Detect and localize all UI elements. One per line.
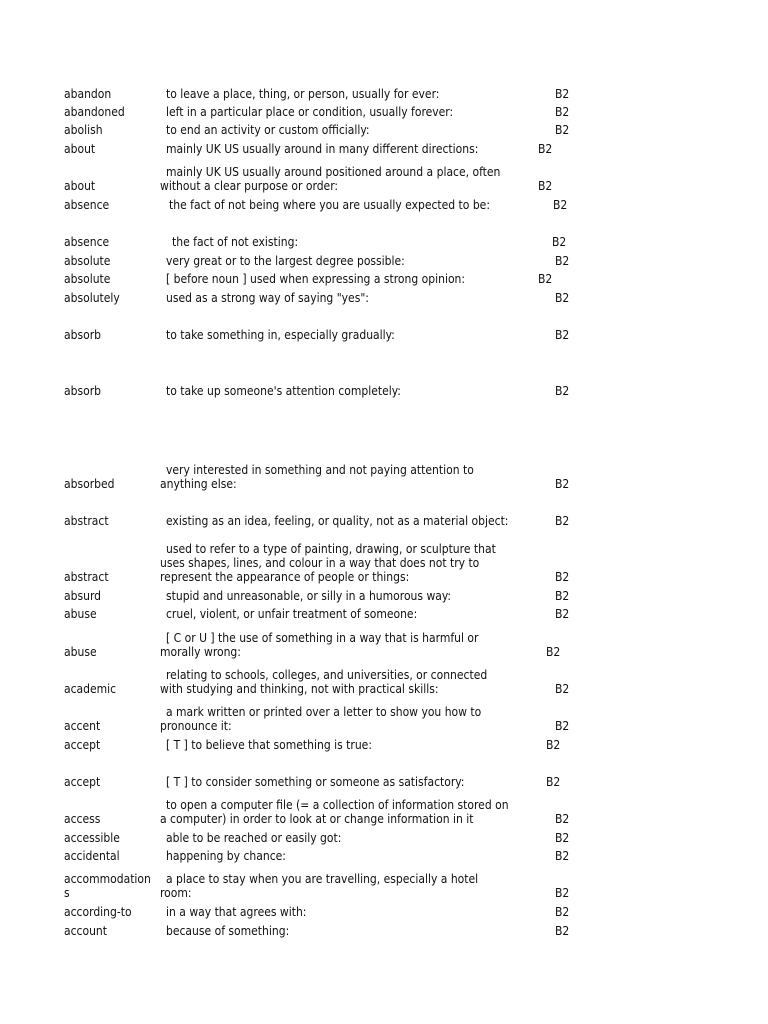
level-badge: B2 (555, 905, 570, 919)
level-badge: B2 (546, 738, 561, 752)
headword: absence (64, 235, 110, 249)
definition-line: very interested in something and not paying attention to (166, 463, 474, 477)
definition-line: mainly UK US usually around positioned around a place, often (166, 165, 501, 179)
definition-line: [ T ] to believe that something is true: (166, 738, 372, 752)
level-badge: B2 (538, 272, 553, 286)
level-badge: B2 (555, 384, 570, 398)
level-badge: B2 (538, 142, 553, 156)
headword: absolutely (64, 291, 120, 305)
definition-line: mainly UK US usually around in many different directions: (166, 142, 479, 156)
headword: accent (64, 719, 101, 733)
level-badge: B2 (555, 812, 570, 826)
level-badge: B2 (546, 645, 561, 659)
headword: accept (64, 738, 101, 752)
definition-line: used to refer to a type of painting, drawing, or sculpture that (166, 542, 496, 556)
headword: according-to (64, 905, 132, 919)
headword: abstract (64, 514, 109, 528)
definition-line: pronounce it: (160, 719, 232, 733)
definition-line: [ before noun ] used when expressing a strong opinion: (166, 272, 466, 286)
definition-line: room: (160, 886, 192, 900)
level-badge: B2 (555, 570, 570, 584)
definition-line: the fact of not being where you are usually expected to be: (169, 198, 490, 212)
definition-line: anything else: (160, 477, 237, 491)
headword: about (64, 142, 96, 156)
level-badge: B2 (555, 105, 570, 119)
level-badge: B2 (555, 849, 570, 863)
definition-line: to open a computer file (= a collection of information stored on (166, 798, 509, 812)
definition-line: [ T ] to consider something or someone as satisfactory: (166, 775, 465, 789)
headword: s (64, 886, 70, 900)
level-badge: B2 (555, 477, 570, 491)
definition-line: cruel, violent, or unfair treatment of someone: (166, 607, 418, 621)
definition-line: used as a strong way of saying "yes": (166, 291, 369, 305)
headword: accessible (64, 831, 120, 845)
headword: abuse (64, 645, 97, 659)
headword: absorb (64, 328, 101, 342)
level-badge: B2 (553, 198, 568, 212)
definition-line: represent the appearance of people or things: (160, 570, 410, 584)
definition-line: happening by chance: (166, 849, 286, 863)
headword: abandoned (64, 105, 125, 119)
definition-line: a computer) in order to look at or change information in it (160, 812, 474, 826)
headword: accept (64, 775, 101, 789)
level-badge: B2 (555, 514, 570, 528)
headword: academic (64, 682, 117, 696)
definition-line: uses shapes, lines, and colour in a way that does not try to (160, 556, 480, 570)
headword: about (64, 179, 96, 193)
level-badge: B2 (555, 682, 570, 696)
definition-line: with studying and thinking, not with practical skills: (160, 682, 439, 696)
definition-line: existing as an idea, feeling, or quality, not as a material object: (166, 514, 509, 528)
level-badge: B2 (538, 179, 553, 193)
level-badge: B2 (555, 328, 570, 342)
level-badge: B2 (552, 235, 567, 249)
level-badge: B2 (555, 607, 570, 621)
level-badge: B2 (555, 87, 570, 101)
definition-line: a place to stay when you are travelling, especially a hotel (166, 872, 479, 886)
level-badge: B2 (555, 254, 570, 268)
headword: abuse (64, 607, 97, 621)
definition-line: because of something: (166, 924, 290, 938)
level-badge: B2 (555, 291, 570, 305)
headword: abandon (64, 87, 112, 101)
headword: accommodation (64, 872, 151, 886)
definition-line: without a clear purpose or order: (160, 179, 339, 193)
headword: absorbed (64, 477, 115, 491)
definition-line: the fact of not existing: (172, 235, 299, 249)
level-badge: B2 (555, 719, 570, 733)
headword: access (64, 812, 101, 826)
level-badge: B2 (555, 123, 570, 137)
definition-line: to take up someone's attention completely: (166, 384, 401, 398)
definition-line: very great or to the largest degree possible: (166, 254, 405, 268)
level-badge: B2 (555, 831, 570, 845)
headword: absorb (64, 384, 101, 398)
headword: absolute (64, 254, 111, 268)
level-badge: B2 (546, 775, 561, 789)
headword: abolish (64, 123, 103, 137)
headword: absence (64, 198, 110, 212)
level-badge: B2 (555, 924, 570, 938)
headword: accidental (64, 849, 120, 863)
definition-line: able to be reached or easily got: (166, 831, 342, 845)
level-badge: B2 (555, 589, 570, 603)
headword: abstract (64, 570, 109, 584)
headword: account (64, 924, 108, 938)
definition-line: morally wrong: (160, 645, 241, 659)
definition-line: in a way that agrees with: (166, 905, 307, 919)
headword: absolute (64, 272, 111, 286)
definition-line: to end an activity or custom officially: (166, 123, 370, 137)
definition-line: to take something in, especially gradually: (166, 328, 395, 342)
definition-line: stupid and unreasonable, or silly in a humorous way: (166, 589, 452, 603)
definition-line: [ C or U ] the use of something in a way that is harmful or (166, 631, 479, 645)
definition-line: to leave a place, thing, or person, usually for ever: (166, 87, 440, 101)
definition-line: a mark written or printed over a letter to show you how to (166, 705, 482, 719)
definition-line: relating to schools, colleges, and universities, or connected (166, 668, 488, 682)
definition-line: left in a particular place or condition, usually forever: (166, 105, 454, 119)
level-badge: B2 (555, 886, 570, 900)
headword: absurd (64, 589, 102, 603)
